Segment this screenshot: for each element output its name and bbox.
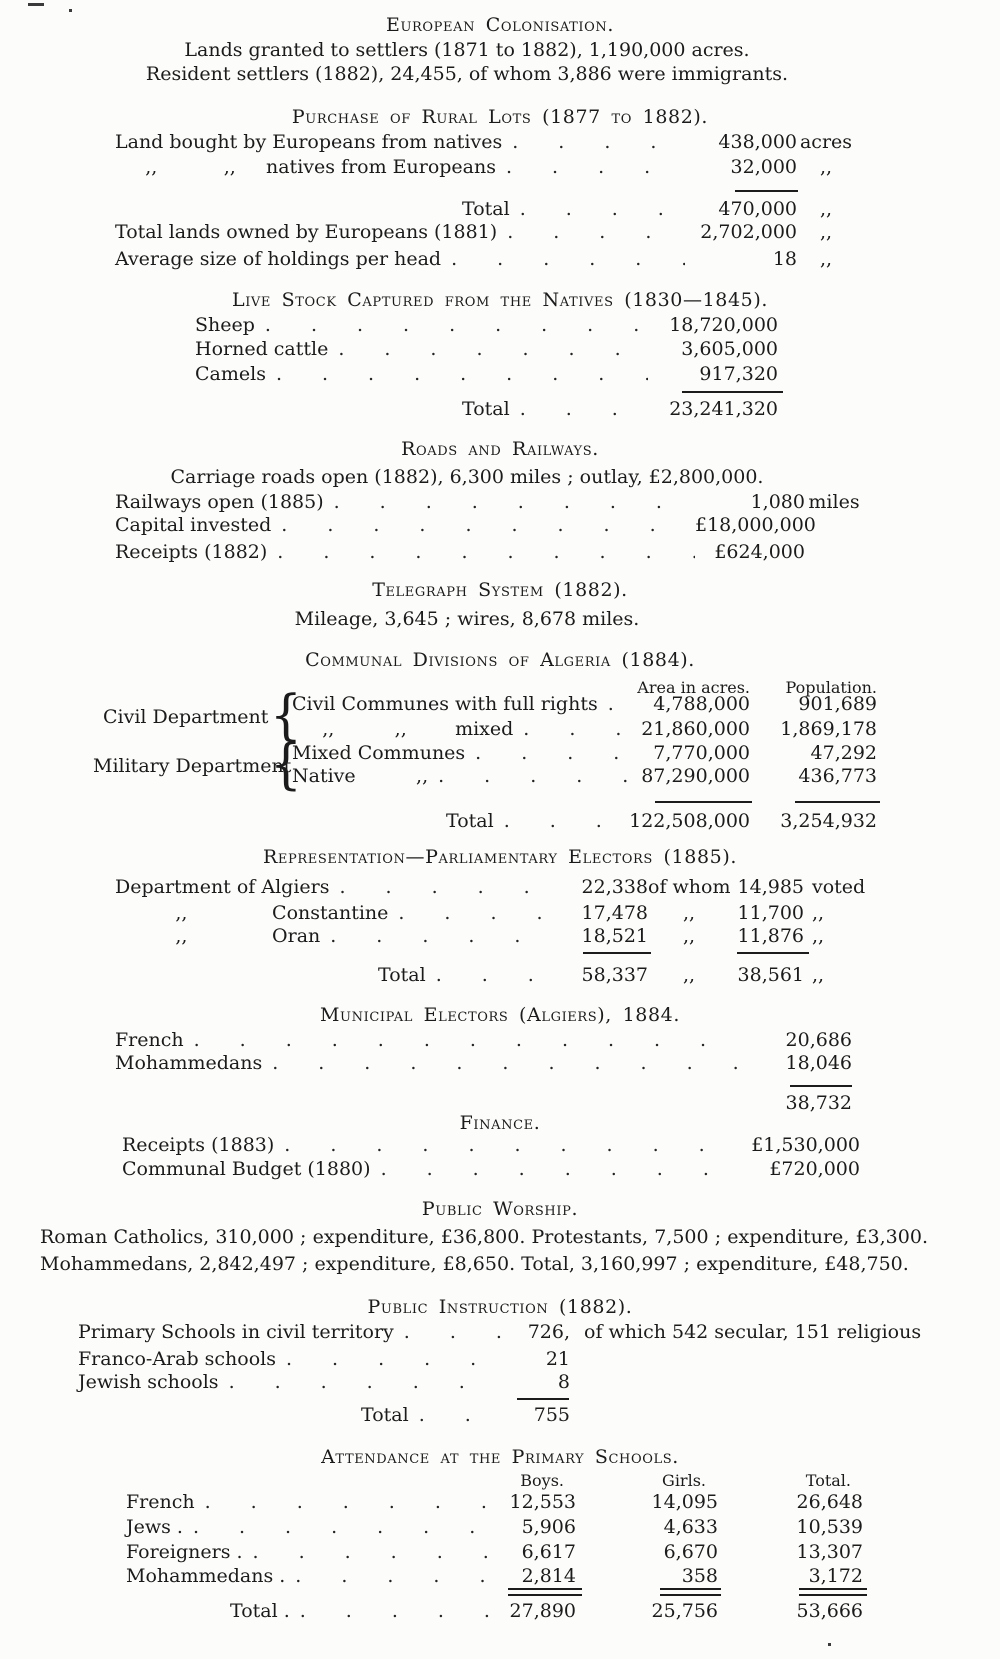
sum-rule (737, 952, 809, 954)
row-value: 21 (545, 1348, 570, 1370)
row-unit: ,, (819, 156, 833, 178)
dot-leader (465, 742, 628, 764)
row-label: French (126, 1491, 195, 1513)
section-heading-worship: Public Worship. (421, 1198, 579, 1220)
electors-value: 22,338 (581, 876, 648, 898)
population-value: 436,773 (798, 765, 877, 787)
row-unit: acres (799, 131, 853, 153)
dot-leader (276, 1348, 506, 1370)
instruction-row (78, 1348, 570, 1370)
total-population: 3,254,932 (780, 810, 877, 832)
row-label: Native ,, (292, 765, 429, 787)
dot-leader (598, 693, 628, 715)
ditto-mark: ,, (812, 964, 825, 986)
row-value: 18 (772, 248, 797, 270)
purchase-row (115, 248, 855, 270)
total-value: 38,732 (785, 1092, 852, 1114)
finance-row (122, 1158, 860, 1180)
row-label: ,, ,, natives from Europeans (115, 156, 496, 178)
row-label: ,, Constantine (115, 902, 389, 924)
column-header-population: Population. (785, 678, 877, 697)
row-label: Land bought by Europeans from natives (115, 131, 503, 153)
dot-leader (324, 491, 695, 513)
row-value: 1,080 (750, 491, 805, 513)
total-label: Total (378, 964, 426, 986)
row-label: Jewish schools (78, 1371, 219, 1393)
group-label-civil-department: Civil Department (103, 706, 269, 728)
girls-value: 14,095 (651, 1491, 718, 1513)
dot-leader (184, 1029, 747, 1051)
section-heading-municipal: Municipal Electors (Algiers), 1884. (320, 1004, 680, 1026)
sum-rule (583, 952, 651, 954)
voted-value: 11,876 (737, 925, 804, 947)
boys-value: 2,814 (521, 1565, 576, 1587)
dot-leader (394, 1321, 506, 1343)
communal-row (292, 693, 877, 715)
dot-leader (266, 363, 648, 385)
livestock-total-row (462, 398, 778, 420)
roads-row (115, 491, 863, 513)
scan-artifact (28, 3, 44, 6)
ditto-mark: ,, (682, 964, 696, 986)
row-label: Department of Algiers (115, 876, 330, 898)
dot-leader (494, 810, 628, 832)
area-value: 21,860,000 (641, 718, 750, 740)
row-value: £624,000 (714, 541, 805, 563)
purchase-row (115, 221, 855, 243)
communal-row (292, 718, 877, 740)
dot-leader (328, 338, 648, 360)
row-label: Horned cattle (195, 338, 329, 360)
sum-rule (682, 391, 783, 393)
attendance-row (126, 1541, 863, 1563)
area-value: 87,290,000 (641, 765, 750, 787)
total-label: Total (462, 198, 510, 220)
instruction-row (78, 1371, 570, 1393)
double-sum-rule (660, 1588, 721, 1596)
row-label: Mohammedans . (126, 1565, 286, 1587)
colonisation-line1: Lands granted to settlers (1871 to 1882), 1,190,000 acres. (184, 39, 750, 61)
total-value: 3,172 (808, 1565, 863, 1587)
electors-value: 17,478 (581, 902, 648, 924)
row-label: Sheep (195, 314, 255, 336)
total-label: Total (462, 398, 510, 420)
ditto-mark: ,, (682, 925, 696, 947)
row-unit: ,, (819, 221, 833, 243)
section-heading-finance: Finance. (459, 1112, 541, 1134)
dot-leader (497, 221, 685, 243)
total-area: 122,508,000 (629, 810, 750, 832)
section-heading-communal: Communal Divisions of Algeria (1884). (305, 649, 695, 671)
area-value: 7,770,000 (653, 742, 750, 764)
row-value: 32,000 (730, 156, 797, 178)
section-heading-livestock: Live Stock Captured from the Natives (1830—1845). (231, 289, 768, 311)
row-label: Primary Schools in civil territory (78, 1321, 394, 1343)
group-label-military-department: Military Department (93, 755, 292, 777)
roads-row (115, 514, 863, 536)
column-header-total: Total. (805, 1471, 851, 1490)
row-label: Mohammedans (115, 1052, 263, 1074)
roads-row (115, 541, 863, 563)
boys-total: 27,890 (509, 1600, 576, 1622)
worship-paragraph (40, 1224, 928, 1278)
row-label: Camels (195, 363, 266, 385)
girls-value: 6,670 (663, 1541, 718, 1563)
dot-leader (219, 1371, 506, 1393)
dot-leader (388, 902, 560, 924)
row-label: Civil Communes with full rights (292, 693, 598, 715)
row-value: 8 (557, 1371, 570, 1393)
voted-value: 14,985 (737, 876, 804, 898)
worship-line2: Mohammedans, 2,842,497 ; expenditure, £8,650. Total, 3,160,997 ; expenditure, £48,750. (40, 1253, 909, 1275)
row-unit: ,, (819, 248, 833, 270)
row-note: of which 542 secular, 151 religious (584, 1321, 922, 1343)
row-label: Foreigners . (126, 1541, 243, 1563)
dot-leader (496, 156, 685, 178)
row-value: 438,000 (718, 131, 797, 153)
total-label: Total . (230, 1600, 290, 1622)
dot-leader (285, 1565, 490, 1587)
attendance-row (126, 1565, 863, 1587)
communal-row (292, 765, 877, 787)
row-label: Receipts (1883) (122, 1134, 275, 1156)
row-value: £18,000,000 (695, 514, 816, 536)
dot-leader (441, 248, 685, 270)
girls-value: 4,633 (663, 1516, 718, 1538)
brace-military: { (270, 732, 302, 796)
dot-leader (502, 131, 685, 153)
colonisation-line2: Resident settlers (1882), 24,455, of whom 3,886 were immigrants. (145, 63, 789, 85)
attendance-row (126, 1516, 863, 1538)
section-heading-attendance: Attendance at the Primary Schools. (321, 1446, 679, 1468)
total-value: 13,307 (796, 1541, 863, 1563)
dot-leader (195, 1491, 490, 1513)
total-value: 10,539 (796, 1516, 863, 1538)
dot-leader (262, 1052, 747, 1074)
boys-value: 5,906 (521, 1516, 576, 1538)
section-heading-telegraph: Telegraph System (1882). (372, 579, 628, 601)
row-label: French (115, 1029, 184, 1051)
dot-leader (513, 718, 628, 740)
electors-row (115, 925, 860, 947)
ditto-mark: ,, (812, 902, 825, 924)
total-unit: ,, (819, 198, 833, 220)
row-label: Jews . (126, 1516, 183, 1538)
attendance-total-row (230, 1600, 863, 1622)
dot-leader (183, 1516, 490, 1538)
attendance-row (126, 1491, 863, 1513)
row-value: 917,320 (699, 363, 778, 385)
of-whom-label: of whom (648, 876, 731, 898)
grand-total: 53,666 (796, 1600, 863, 1622)
row-value: 18,720,000 (669, 314, 778, 336)
electors-row (115, 876, 866, 898)
row-unit: miles (808, 491, 860, 513)
row-label: Communal Budget (1880) (122, 1158, 371, 1180)
girls-value: 358 (681, 1565, 718, 1587)
total-label: Total (446, 810, 494, 832)
dot-leader (274, 1134, 740, 1156)
dot-leader (271, 514, 695, 536)
dot-leader (329, 876, 560, 898)
communal-row (292, 742, 877, 764)
section-heading-european-colonisation: European Colonisation. (386, 14, 614, 36)
boys-value: 6,617 (521, 1541, 576, 1563)
electors-total-row (378, 964, 860, 986)
population-value: 1,869,178 (780, 718, 877, 740)
dot-leader (255, 314, 648, 336)
roads-intro-line: Carriage roads open (1882), 6,300 miles ; outlay, £2,800,000. (170, 466, 764, 488)
dot-leader (320, 925, 560, 947)
row-value: 3,605,000 (681, 338, 778, 360)
purchase-row (115, 131, 855, 153)
boys-value: 12,553 (509, 1491, 576, 1513)
scan-artifact (828, 1643, 831, 1646)
section-heading-instruction: Public Instruction (1882). (367, 1296, 633, 1318)
municipal-row (115, 1052, 852, 1074)
row-value: £1,530,000 (751, 1134, 860, 1156)
row-label: Receipts (1882) (115, 541, 268, 563)
dot-leader (290, 1600, 490, 1622)
municipal-total-row (700, 1092, 852, 1114)
row-value: 20,686 (785, 1029, 852, 1051)
sum-rule (517, 1398, 569, 1400)
total-voted: 38,561 (737, 964, 804, 986)
voted-value: 11,700 (737, 902, 804, 924)
total-value: 470,000 (718, 198, 797, 220)
electors-row (115, 902, 860, 924)
attendance-column-headers (126, 1471, 863, 1490)
sum-rule (735, 190, 798, 192)
double-sum-rule (799, 1588, 867, 1596)
dot-leader (267, 541, 695, 563)
telegraph-line: Mileage, 3,645 ; wires, 8,678 miles. (294, 608, 640, 630)
column-header-girls: Girls. (662, 1471, 706, 1490)
column-header-area: Area in acres. (637, 678, 750, 697)
dot-leader (426, 964, 560, 986)
column-header-boys: Boys. (520, 1471, 564, 1490)
instruction-row (78, 1321, 922, 1343)
sum-rule (795, 801, 880, 803)
row-label: Mixed Communes (292, 742, 466, 764)
scan-artifact (69, 9, 72, 12)
row-value: 726, (527, 1321, 570, 1343)
row-label: Total lands owned by Europeans (1881) (115, 221, 498, 243)
dot-leader (428, 765, 628, 787)
purchase-total-row (462, 198, 855, 220)
dot-leader (510, 198, 685, 220)
dot-leader (371, 1158, 740, 1180)
communal-total-row (446, 810, 877, 832)
finance-row (122, 1134, 860, 1156)
row-label: Average size of holdings per head (115, 248, 442, 270)
dot-leader (409, 1404, 506, 1426)
total-value: 23,241,320 (669, 398, 778, 420)
population-value: 901,689 (798, 693, 877, 715)
livestock-row (195, 363, 778, 385)
dot-leader (243, 1541, 490, 1563)
row-label: Franco-Arab schools (78, 1348, 276, 1370)
livestock-row (195, 338, 778, 360)
electors-value: 18,521 (581, 925, 648, 947)
row-value: £720,000 (769, 1158, 860, 1180)
girls-total: 25,756 (651, 1600, 718, 1622)
row-label: Railways open (1885) (115, 491, 324, 513)
municipal-row (115, 1029, 852, 1051)
instruction-total-row (361, 1404, 570, 1426)
double-sum-rule (508, 1588, 582, 1596)
area-value: 4,788,000 (653, 693, 750, 715)
voted-label: voted (812, 876, 866, 898)
brace-civil: { (270, 683, 302, 747)
livestock-row (195, 314, 778, 336)
row-value: 18,046 (785, 1052, 852, 1074)
ditto-mark: ,, (682, 902, 696, 924)
sum-rule (655, 801, 752, 803)
sum-rule (790, 1085, 852, 1087)
section-heading-purchase: Purchase of Rural Lots (1877 to 1882). (291, 106, 709, 128)
row-label: ,, ,, mixed (292, 718, 514, 740)
row-value: 2,702,000 (700, 221, 797, 243)
row-label: ,, Oran (115, 925, 321, 947)
worship-line1: Roman Catholics, 310,000 ; expenditure, £36,800. Protestants, 7,500 ; expenditure, £3,300. (40, 1226, 928, 1248)
total-value: 26,648 (796, 1491, 863, 1513)
section-heading-representation: Representation—Parliamentary Electors (1885). (263, 846, 737, 868)
total-electors: 58,337 (581, 964, 648, 986)
section-heading-roads: Roads and Railways. (401, 438, 599, 460)
total-value: 755 (533, 1404, 570, 1426)
population-value: 47,292 (810, 742, 877, 764)
ditto-mark: ,, (812, 925, 825, 947)
row-label: Capital invested (115, 514, 272, 536)
purchase-row (115, 156, 855, 178)
dot-leader (510, 398, 648, 420)
total-label: Total (361, 1404, 409, 1426)
